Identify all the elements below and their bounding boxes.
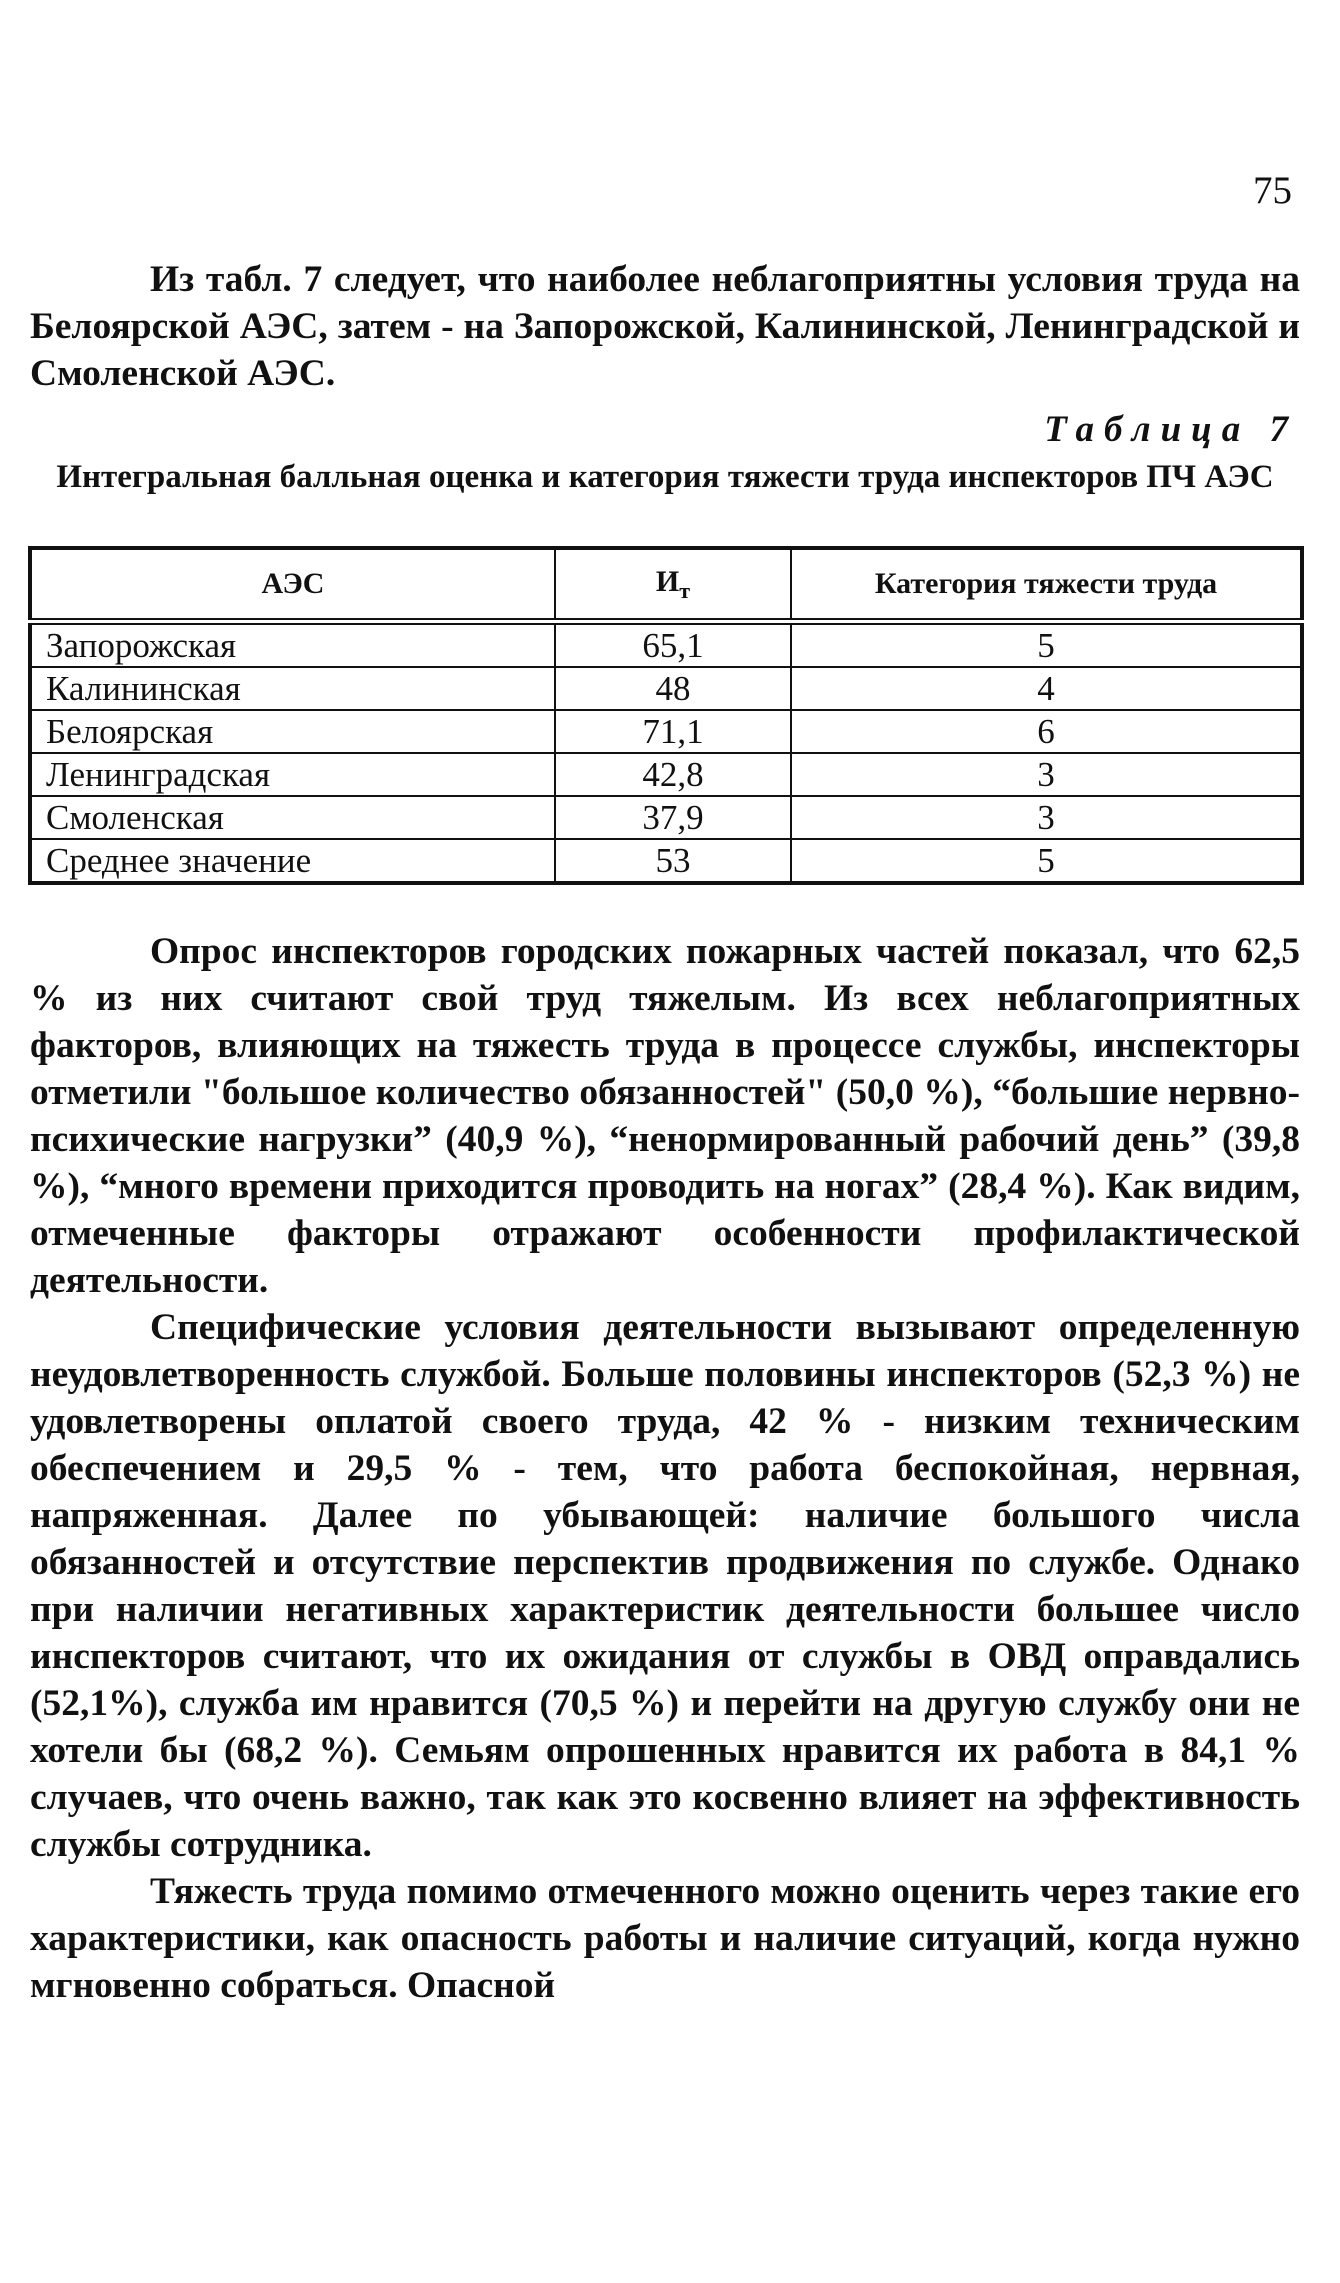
- table-row-average: [30, 839, 1302, 883]
- cell-category: 5: [791, 839, 1302, 883]
- cell-category: 6: [791, 710, 1302, 753]
- cell-station: Ленинградская: [30, 753, 555, 796]
- cell-index: 65,1: [555, 622, 791, 668]
- cell-station: Запорожская: [30, 622, 555, 668]
- body-text: [30, 928, 1300, 2009]
- header-category: Категория тяжести труда: [791, 548, 1302, 622]
- cell-category: 4: [791, 667, 1302, 710]
- table-row: [30, 796, 1302, 839]
- intro-paragraph: Из табл. 7 следует, что наиболее неблагоприятны условия труда на Белоярской АЭС, затем - на Запорожской, Калининской, Ленинградской и Смоленской АЭС.: [30, 259, 1300, 394]
- table-row: [30, 667, 1302, 710]
- body-paragraph: Тяжесть труда помимо отмеченного можно оценить через такие его характеристики, как опасность работы и наличие ситуаций, когда нужно мгновенно собраться. Опасной: [30, 1871, 1300, 2006]
- cell-category: 5: [791, 622, 1302, 668]
- table-header-row: [30, 548, 1302, 622]
- body-paragraph: Специфические условия деятельности вызывают определенную неудовлетворенность службой. Больше половины инспекторов (52,3 %) не удовлетворены оплатой своего труда, 42 % - низким техническим обеспечением и 29,5 % - тем, что работа беспокойная, нервная, напряженная. Далее по убывающей: наличие большого числа обязанностей и отсутствие перспектив продвижения по службе. Однако при наличии негативных характеристик деятельности большее число инспекторов считают, что их ожидания от службы в ОВД оправдались (52,1%), служба им нравится (70,5 %) и перейти на другую службу они не хотели бы (68,2 %). Семьям опрошенных нравится их работа в 84,1 % случаев, что очень важно, так как это косвенно влияет на эффективность службы сотрудника.: [30, 1307, 1300, 1865]
- cell-index: 71,1: [555, 710, 791, 753]
- table-caption: Интегральная балльная оценка и категория тяжести труда инспекторов ПЧ АЭС: [56, 459, 1274, 495]
- cell-category: 3: [791, 796, 1302, 839]
- cell-station: Среднее значение: [30, 839, 555, 883]
- table-row: [30, 753, 1302, 796]
- page-number: 75: [1253, 169, 1292, 212]
- header-index-main: И: [655, 564, 680, 598]
- cell-category: 3: [791, 753, 1302, 796]
- table-label: Таблица 7: [1044, 409, 1298, 450]
- cell-index: 53: [555, 839, 791, 883]
- header-station: АЭС: [30, 548, 555, 622]
- cell-station: Белоярская: [30, 710, 555, 753]
- header-index: [555, 548, 791, 622]
- table-row: [30, 622, 1302, 668]
- cell-index: 42,8: [555, 753, 791, 796]
- data-table: [28, 546, 1304, 885]
- cell-index: 48: [555, 667, 791, 710]
- cell-station: Калининская: [30, 667, 555, 710]
- header-index-sub: т: [679, 577, 691, 603]
- cell-index: 37,9: [555, 796, 791, 839]
- cell-station: Смоленская: [30, 796, 555, 839]
- body-paragraph: Опрос инспекторов городских пожарных частей показал, что 62,5 % из них считают свой труд тяжелым. Из всех неблагоприятных факторов, влияющих на тяжесть труда в процессе службы, инспекторы отметили "большое количество обязанностей" (50,0 %), “большие нервно-психические нагрузки” (40,9 %), “ненормированный рабочий день” (39,8 %), “много времени приходится проводить на ногах” (28,4 %). Как видим, отмеченные факторы отражают особенности профилактической деятельности.: [30, 931, 1300, 1301]
- table-row: [30, 710, 1302, 753]
